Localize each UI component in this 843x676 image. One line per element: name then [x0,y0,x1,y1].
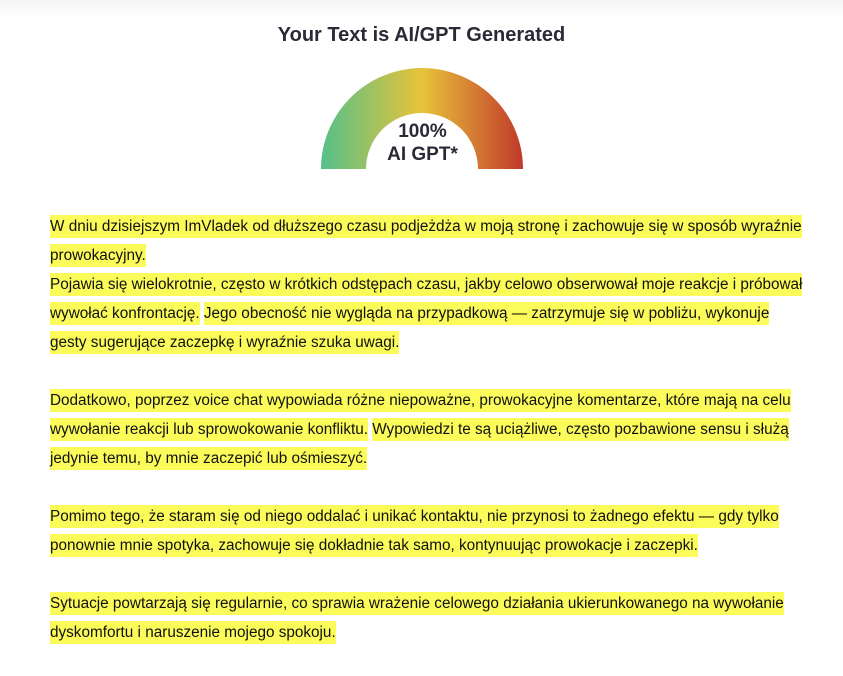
gauge-percent: 100% [398,121,447,142]
highlighted-sentence: W dniu dzisiejszym ImVladek od dłuższego czasu podjeżdża w moją stronę i zachowuje się w sposób wyraźnie prowokacyjny. [50,215,802,267]
highlighted-sentence: Jego obecność nie wygląda na przypadkową — zatrzymuje się w pobliżu, wykonuje gesty sugerujące zaczepkę i wyraźnie szuka uwagi. [50,302,769,354]
gauge-label [321,120,524,166]
paragraph [50,502,810,560]
paragraph [50,589,810,647]
highlighted-sentence: Pomimo tego, że staram się od niego oddalać i unikać kontaktu, nie przynosi to żadnego efektu — gdy tylko ponownie mnie spotyka, zachowuje się dokładnie tak samo, kontynuując prowokacje i zaczepki. [50,505,779,557]
paragraph [50,386,810,473]
highlighted-sentence: Wypowiedzi te są uciążliwe, często pozbawione sensu i służą jedynie temu, by mnie zaczepić lub ośmieszyć. [50,418,789,470]
highlighted-sentence: Dodatkowo, poprzez voice chat wypowiada różne niepoważne, prowokacyjne komentarze, które mają na celu wywołanie reakcji lub sprowokowanie konfliktu. [50,389,791,441]
highlighted-sentence: Sytuacje powtarzają się regularnie, co sprawia wrażenie celowego działania ukierunkowanego na wywołanie dyskomfortu i naruszenie mojego spokoju. [50,592,784,644]
analyzed-text [50,212,810,676]
highlighted-sentence: Pojawia się wielokrotnie, często w krótkich odstępach czasu, jakby celowo obserwował moje reakcje i próbował wywołać konfrontację. [50,273,802,325]
result-title: Your Text is AI/GPT Generated [277,24,566,46]
gauge-caption: AI GPT* [387,144,458,165]
top-strip [0,0,843,20]
paragraph [50,212,810,357]
